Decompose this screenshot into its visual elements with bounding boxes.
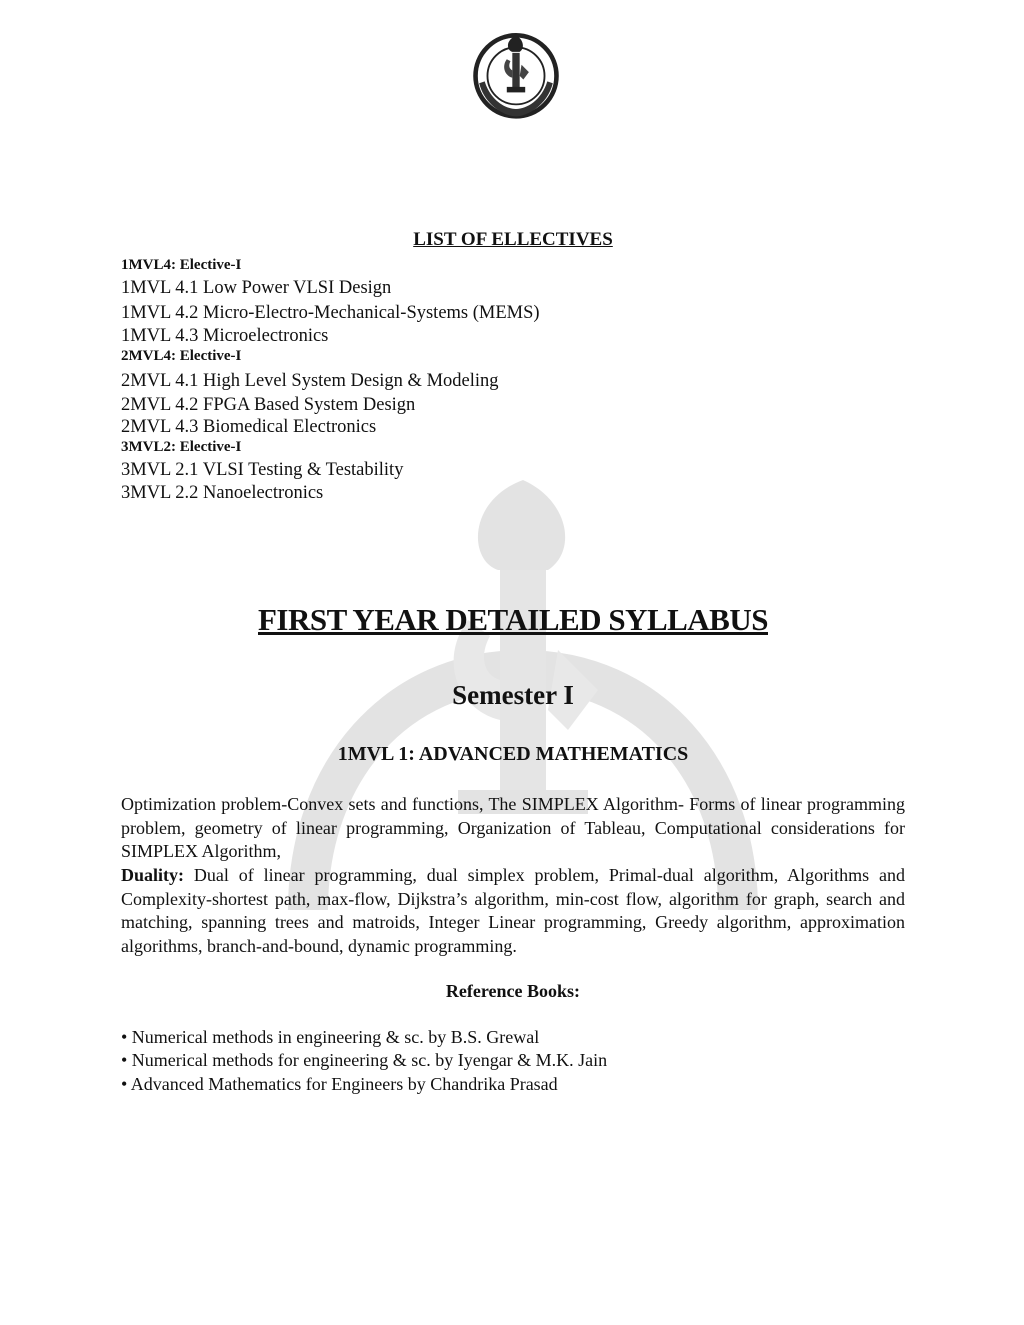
elective-item: 1MVL 4.2 Micro-Electro-Mechanical-Systems (MEMS) xyxy=(121,303,540,323)
elective-item: 2MVL 4.1 High Level System Design & Modeling xyxy=(121,371,499,391)
course-description: Optimization problem-Convex sets and functions, The SIMPLEX Algorithm- Forms of linear programming problem, geometry of linear programming, Organization of Tableau, Computational considerations for SIMPLEX Algorithm, xyxy=(121,794,905,861)
semester-heading: Semester I xyxy=(452,680,574,710)
elective-item: 2MVL 4.2 FPGA Based System Design xyxy=(121,395,416,415)
duality-paragraph xyxy=(121,864,905,958)
reference-item: • Advanced Mathematics for Engineers by Chandrika Prasad xyxy=(121,1074,558,1094)
duality-text: Dual of linear programming, dual simplex problem, Primal-dual algorithm, Algorithms and Complexity-shortest path, max-flow, Dijkstra’s algorithm, min-cost flow, algorithm for graph, search and matching, spanning trees and matroids, Integer Linear programming, Greedy algorithm, approximation algorithms, branch-and-bound, dynamic programming. xyxy=(121,865,905,956)
elective-group-head: 2MVL4: Elective-I xyxy=(121,348,242,364)
elective-item: 2MVL 4.3 Biomedical Electronics xyxy=(121,417,377,437)
syllabus-title: FIRST YEAR DETAILED SYLLABUS xyxy=(258,602,768,637)
duality-label: Duality: xyxy=(121,865,184,885)
references-title: Reference Books: xyxy=(445,981,581,1001)
elective-item: 1MVL 4.3 Microelectronics xyxy=(121,326,329,346)
elective-item: 3MVL 2.2 Nanoelectronics xyxy=(121,483,324,503)
elective-item: 1MVL 4.1 Low Power VLSI Design xyxy=(121,278,392,298)
university-seal-icon xyxy=(470,28,562,120)
reference-item: • Numerical methods in engineering & sc. by B.S. Grewal xyxy=(121,1027,540,1047)
elective-group-head: 1MVL4: Elective-I xyxy=(121,257,242,273)
course-title: 1MVL 1: ADVANCED MATHEMATICS xyxy=(337,743,689,765)
elective-group-head: 3MVL2: Elective-I xyxy=(121,439,242,455)
elective-item: 3MVL 2.1 VLSI Testing & Testability xyxy=(121,460,404,480)
reference-item: • Numerical methods for engineering & sc. by Iyengar & M.K. Jain xyxy=(121,1050,608,1070)
electives-title: LIST OF ELLECTIVES xyxy=(413,229,613,250)
